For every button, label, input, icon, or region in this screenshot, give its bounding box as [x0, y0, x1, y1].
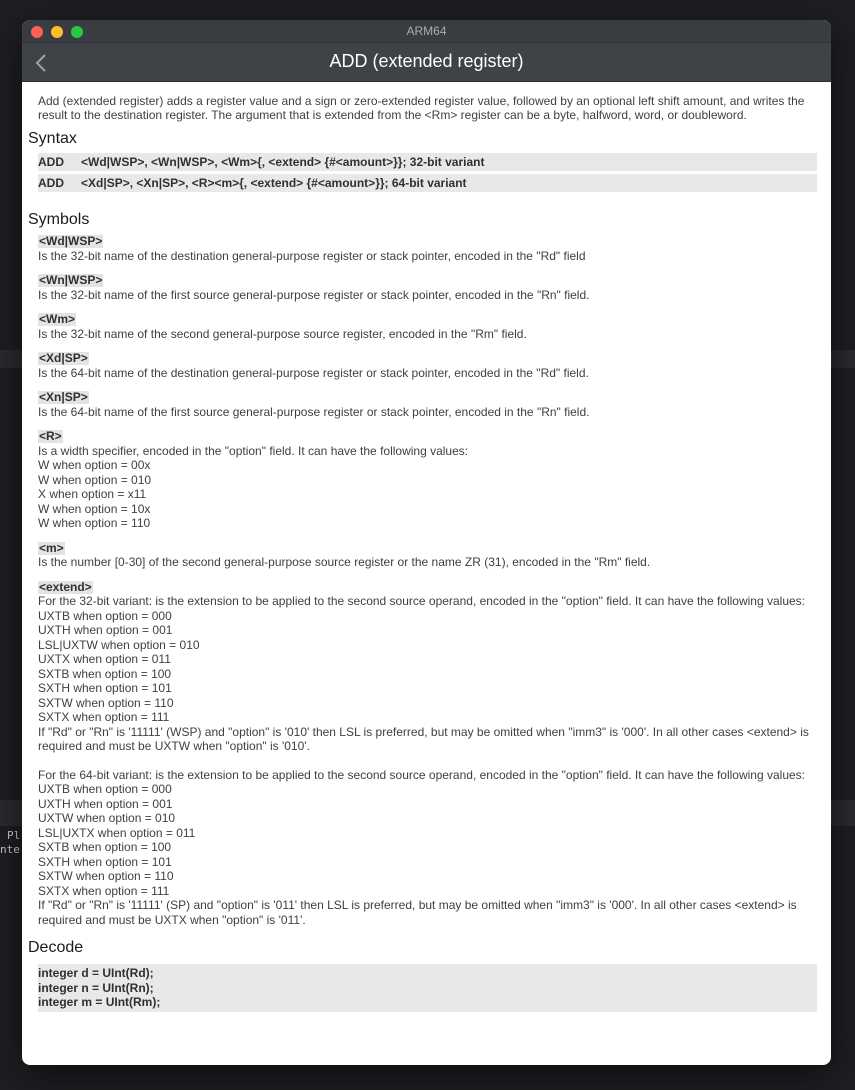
symbol-description-line: SXTX when option = 111 — [38, 710, 170, 724]
symbol-entry — [38, 541, 817, 570]
symbol-entry — [38, 351, 817, 380]
background-terminal-text — [0, 829, 20, 857]
symbol-name: <Wm> — [39, 312, 76, 326]
symbol-description-line: Is the 64-bit name of the destination general-purpose register or stack pointer, encoded in the "Rd" field. — [38, 365, 589, 380]
symbol-name: <m> — [39, 540, 64, 555]
symbol-description-line: X when option = x11 — [38, 487, 147, 501]
syntax-opcode: ADD — [38, 176, 64, 190]
code-line: integer n = UInt(Rn); — [38, 980, 154, 995]
syntax-opcode: ADD — [38, 155, 64, 169]
background-terminal-line: nte — [0, 843, 20, 856]
symbol-description-line: For the 32-bit variant: is the extension to be applied to the second source operand, encoded in the "option" field. It can have the following values: — [38, 594, 806, 608]
symbol-name: <extend> — [39, 579, 92, 594]
symbols-list — [28, 234, 817, 927]
symbol-description-line: If "Rd" or "Rn" is '11111' (SP) and "option" is '011' then LSL is preferred, but may be omitted when "imm3" is '000'. In all other cases <extend> is required and must be UXTX when "option" is '011'. — [38, 898, 797, 927]
title-bar — [22, 20, 831, 43]
code-line: integer m = UInt(Rm); — [38, 995, 161, 1009]
symbol-entry — [38, 390, 817, 419]
symbol-description-line: UXTH when option = 001 — [38, 796, 173, 811]
symbol-description-line: SXTX when option = 111 — [38, 883, 170, 898]
page-title: ADD (extended register) — [329, 51, 524, 71]
symbol-description-line: SXTB when option = 100 — [38, 840, 172, 854]
syntax-row — [38, 153, 817, 171]
instruction-content — [22, 82, 831, 1065]
symbol-description-line: SXTH when option = 101 — [38, 854, 172, 869]
symbol-description-line: For the 64-bit variant: is the extension to be applied to the second source operand, encoded in the "option" field. It can have the following values: — [38, 767, 806, 782]
symbol-description-line: Is the 32-bit name of the second general-purpose source register, encoded in the "Rm" field. — [38, 326, 527, 341]
symbol-name: <Wd|WSP> — [39, 234, 103, 248]
code-line: integer d = UInt(Rd); — [38, 966, 154, 980]
decode-code-block — [38, 964, 817, 1012]
symbol-description-line: W when option = 00x — [38, 458, 151, 472]
symbol-description-line: UXTB when option = 000 — [38, 782, 172, 796]
symbol-description-line: SXTH when option = 101 — [38, 681, 172, 695]
syntax-operands: <Xd|SP>, <Xn|SP>, <R><m>{, <extend> {#<amount>}}; 64-bit variant — [81, 176, 467, 190]
syntax-operands: <Wd|WSP>, <Wn|WSP>, <Wm>{, <extend> {#<amount>}}; 32-bit variant — [81, 155, 485, 169]
symbol-description-line: Is a width specifier, encoded in the "option" field. It can have the following values: — [38, 443, 469, 458]
section-heading-decode: Decode — [28, 939, 84, 956]
symbol-description-line: Is the 32-bit name of the first source general-purpose register or stack pointer, encoded in the "Rn" field. — [38, 287, 590, 302]
symbol-name: <R> — [39, 429, 62, 443]
symbol-description-line: Is the number [0-30] of the second general-purpose source register or the name ZR (31), encoded in the "Rm" field. — [38, 555, 651, 569]
symbol-name: <Wn|WSP> — [39, 273, 103, 287]
symbol-description-line: UXTW when option = 010 — [38, 811, 176, 825]
symbol-description-line: If "Rd" or "Rn" is '11111' (WSP) and "option" is '010' then LSL is preferred, but may be omitted when "imm3" is '000'. In all other cases <extend> is required and must be UXTW when "option" is '010'. — [38, 724, 809, 753]
background-terminal-line: Pl — [7, 829, 21, 842]
app-window — [22, 20, 831, 1065]
symbol-entry — [38, 234, 817, 263]
symbol-entry — [38, 429, 817, 531]
symbol-description-line: UXTH when option = 001 — [38, 623, 173, 637]
section-heading-symbols: Symbols — [28, 211, 90, 228]
symbol-description-line: SXTW when option = 110 — [38, 695, 174, 710]
symbol-name: <Xn|SP> — [39, 390, 88, 404]
navigation-bar — [22, 43, 831, 82]
symbol-description-line: Is the 32-bit name of the destination general-purpose register or stack pointer, encoded in the "Rd" field — [38, 248, 586, 263]
instruction-description: Add (extended register) adds a register value and a sign or zero-extended register value, followed by an optional left shift amount, and writes the result to the destination register. The argument that is extended from the <Rm> register can be a byte, halfword, word, or doubleword. — [38, 94, 805, 122]
symbol-description-line: W when option = 110 — [38, 516, 151, 530]
symbol-description-line: LSL|UXTX when option = 011 — [38, 825, 196, 840]
symbol-name: <Xd|SP> — [39, 351, 88, 365]
symbol-entry — [38, 273, 817, 302]
symbol-entry — [38, 312, 817, 341]
symbol-description-line: Is the 64-bit name of the first source general-purpose register or stack pointer, encoded in the "Rn" field. — [38, 404, 590, 419]
symbol-description-line: UXTX when option = 011 — [38, 652, 171, 666]
section-heading-syntax: Syntax — [28, 130, 77, 147]
symbol-description-line: LSL|UXTW when option = 010 — [38, 637, 200, 652]
symbol-entry — [38, 580, 817, 928]
syntax-row — [38, 174, 817, 192]
symbol-description-line: W when option = 10x — [38, 501, 151, 516]
symbol-description-line: W when option = 010 — [38, 472, 152, 487]
symbol-description-line: SXTW when option = 110 — [38, 869, 174, 883]
symbol-description-line: UXTB when option = 000 — [38, 608, 172, 623]
symbol-description-line: SXTB when option = 100 — [38, 666, 172, 681]
window-title: ARM64 — [406, 24, 447, 38]
